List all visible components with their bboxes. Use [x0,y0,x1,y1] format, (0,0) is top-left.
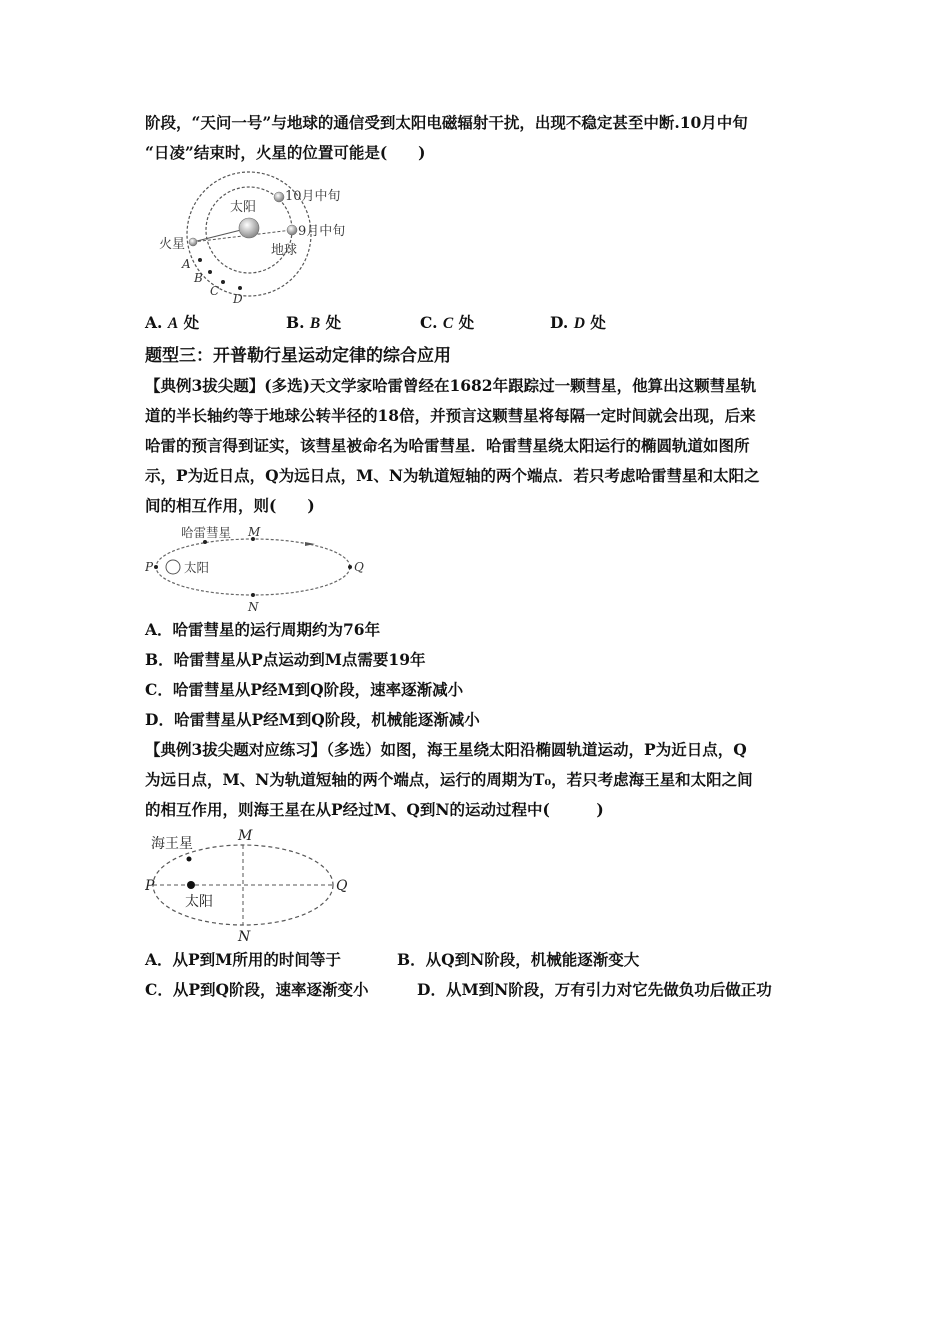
example3-option-b: B．哈雷彗星从P点运动到M点需要19年 [145,650,426,669]
sun-label-3: 太阳 [185,894,213,910]
point-c-label: C [210,284,220,298]
practice3-option-b: B．从Q到N阶段，机械能逐渐变大 [397,950,640,969]
n-label-3: N [238,929,251,945]
n-label: N [248,600,259,613]
example3-line-3: 哈雷的预言得到证实，该彗星被命名为哈雷彗星．哈雷彗星绕太阳运行的椭圆轨道如图所 [145,436,750,455]
comet-orbit-figure [145,525,375,613]
option-c: C. C 处 [420,313,475,332]
q-label: Q [354,560,364,574]
example3-line-2: 道的半长轴约等于地球公转半径的18倍，并预言这颗彗星将每隔一定时间就会出现，后来 [145,406,756,425]
sun-dot-3 [187,881,195,889]
neptune-orbit-figure [145,827,365,945]
practice3-line-1: 【典例3拔尖题对应练习】（多选）如图，海王星绕太阳沿椭圆轨道运动，P为近日点，Q [145,740,747,759]
mars-label: 火星 [159,237,186,252]
point-d-label: D [233,292,243,306]
sun-circle [166,560,180,574]
prev-question-line-1: 阶段，“天问一号”与地球的通信受到太阳电磁辐射干扰，出现不稳定甚至中断.10月中旬 [145,113,748,132]
p-label: P [145,560,154,574]
practice3-options-row-2 [145,975,810,1005]
section-title: 题型三：开普勒行星运动定律的综合应用 [145,346,451,366]
p-label-3: P [145,878,155,894]
comet-dot [203,540,207,544]
practice3-line-3: 的相互作用，则海王星在从P经过M、Q到N的运动过程中( ) [145,800,604,819]
sun-dot [239,218,259,238]
q-label-3: Q [336,878,348,894]
practice3-option-c: C．从P到Q阶段，速率逐渐变小 [145,980,369,999]
point-a-dot [198,258,202,262]
practice3-option-d: D．从M到N阶段，万有引力对它先做负功后做正功 [417,980,772,999]
sun-label: 太阳 [230,200,257,215]
prev-options [145,308,810,339]
option-a: A. A 处 [145,313,200,332]
example3-line-4: 示，P为近日点，Q为远日点，M、N为轨道短轴的两个端点．若只考虑哈雷彗星和太阳之 [145,466,760,485]
p-dot [154,565,158,569]
mars-dot [189,238,197,246]
neptune-label: 海王星 [151,836,193,852]
practice3-option-a: A．从P到M所用的时间等于 [145,950,341,969]
comet-label: 哈雷彗星 [181,525,232,540]
document-page [145,108,810,1005]
practice3-line-2: 为远日点，M、N为轨道短轴的两个端点，运行的周期为T₀，若只考虑海王星和太阳之间 [145,770,753,789]
example3-line-5: 间的相互作用，则( ) [145,496,315,515]
option-b: B. B 处 [286,313,342,332]
point-a-label: A [182,257,191,271]
point-d-dot [238,286,242,290]
point-c-dot [221,280,225,284]
m-label: M [248,525,261,539]
m-label-3: M [238,828,253,844]
neptune-dot [187,857,192,862]
neptune-ellipse [153,845,333,925]
example3-option-a: A．哈雷彗星的运行周期约为76年 [145,620,381,639]
earth-sep-dot [287,225,297,235]
q-dot [348,565,352,569]
earth-oct-dot [274,192,284,202]
example3-option-c: C．哈雷彗星从P经M到Q阶段，速率逐渐减小 [145,680,464,699]
n-dot [251,593,255,597]
example3-line-1: 【典例3拔尖题】(多选)天文学家哈雷曾经在1682年跟踪过一颗彗星，他算出这颗彗星轨 [145,376,757,395]
oct-label: 10月中旬 [285,189,341,204]
point-b-dot [208,270,212,274]
earth-label: 地球 [271,243,298,258]
point-b-label: B [194,271,203,285]
prev-question-line-2: “日凌”结束时，火星的位置可能是( ) [145,143,426,162]
option-d: D. D 处 [550,313,606,332]
sep-label: 9月中旬 [298,224,346,239]
sun-label-2: 太阳 [184,560,210,575]
example3-option-d: D．哈雷彗星从P经M到Q阶段，机械能逐渐减小 [145,710,480,729]
practice3-options-row-1 [145,945,810,975]
orbit-figure [149,168,369,308]
